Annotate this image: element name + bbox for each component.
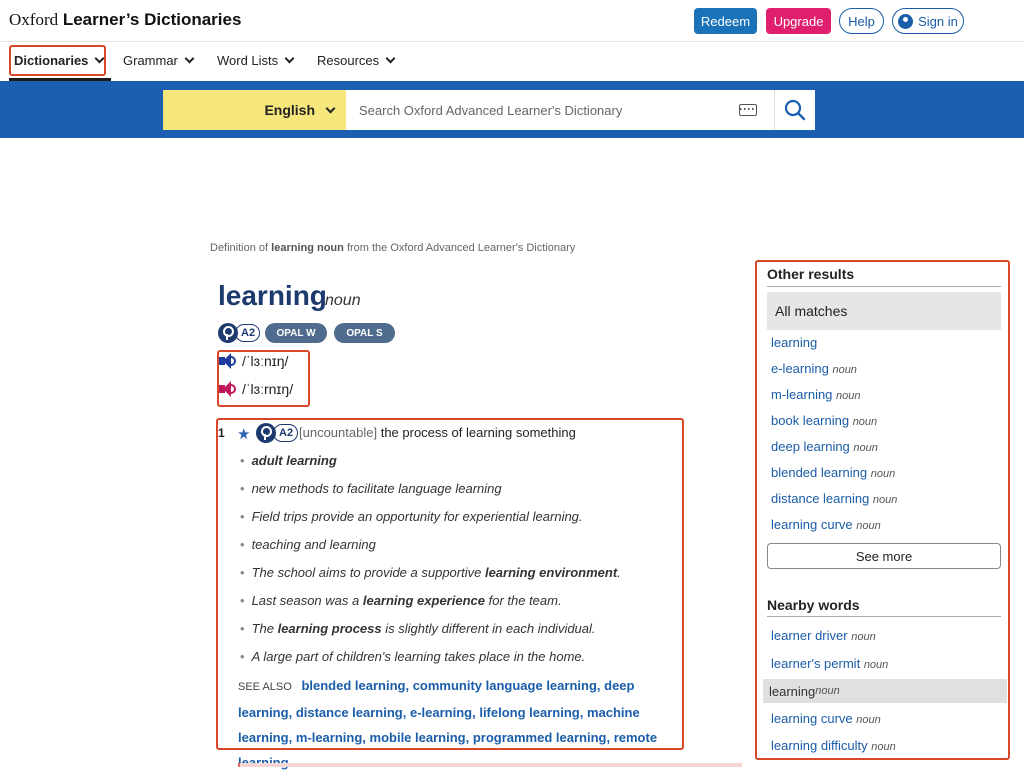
sidebar-entry-word: learning curve [771,710,853,726]
phonetic-us: /ˈlɜːrnɪŋ/ [242,381,294,397]
opal-spoken-badge[interactable]: OPAL S [334,323,395,343]
see-also-link[interactable]: remote [613,730,658,745]
sidebar-entry-link[interactable] [771,628,876,643]
sidebar-entry-pos: noun [871,741,896,753]
sidebar-entry-link[interactable] [771,517,881,532]
search-icon [784,99,806,121]
pronunciation-uk [219,353,288,369]
sidebar-entry-link[interactable] [771,361,857,376]
sidebar-entry-word: distance learning [771,491,870,506]
oxford-3000-badge[interactable] [218,323,260,343]
sidebar-entry-pos: noun [851,631,876,643]
upgrade-button[interactable]: Upgrade [766,8,831,34]
crumb-prefix: Definition of [210,242,272,254]
example-sentence [240,649,585,664]
search-band [0,81,1024,138]
example-sentence [240,537,376,552]
chevron-down-icon [326,103,336,113]
speaker-us-icon[interactable] [219,381,237,397]
sidebar-entry-link[interactable] [771,738,896,753]
headword: learning [218,280,327,311]
other-results-title: Other results [767,266,855,282]
grammar-label: [uncountable] [299,425,378,440]
sidebar-entry-pos: noun [836,390,861,402]
sidebar-entry-word: book learning [771,413,850,428]
bullet: • [240,621,245,636]
sign-in-button[interactable] [892,8,964,34]
language-select[interactable] [163,90,346,130]
bullet: • [240,565,245,580]
nav-grammar[interactable] [123,53,193,68]
chevron-down-icon [95,54,105,64]
divider [767,286,1001,287]
nav-dictionaries[interactable] [9,45,106,76]
bullet: • [240,481,245,496]
example-part: for the team. [484,593,562,608]
see-also-link[interactable]: mobile learning [369,730,466,745]
sidebar-entry-link[interactable] [771,656,888,671]
sense-number: 1 [218,426,225,440]
site-logo[interactable] [9,10,241,30]
top-bar [0,0,1024,42]
language-select-label: English [264,102,315,118]
sidebar-entry-word: learning [771,335,818,350]
nav-resources-label: Resources [317,53,380,68]
sidebar-entry-pos: noun [815,685,840,697]
star-icon: ★ [237,426,251,443]
sidebar-entry-word: learning difficulty [771,738,868,753]
divider [767,616,1001,617]
sidebar-entry-pos: noun [832,364,857,376]
see-also-link[interactable]: programmed learning [472,730,607,745]
example-collocation: adult learning [251,453,337,468]
cefr-level: A2 [235,324,260,342]
sidebar-entry-link[interactable] [771,465,895,480]
see-also-link[interactable]: distance learning [295,705,403,720]
sidebar-entry-link[interactable] [771,491,897,506]
keyboard-icon[interactable] [739,104,757,116]
nearby-words-title: Nearby words [767,597,860,613]
sidebar-entry-word: deep learning [771,439,850,454]
example-sentence [240,621,596,636]
key-icon [218,323,238,343]
definition [299,425,576,440]
example-text [252,621,596,636]
nav-grammar-label: Grammar [123,53,178,68]
bullet: • [240,649,245,664]
sidebar-entry-link[interactable] [771,387,861,402]
example-part: The [251,621,278,636]
sidebar-entry-pos: noun [863,658,889,671]
help-button[interactable]: Help [839,8,884,34]
sidebar-entry-word: learning curve [771,517,853,532]
sidebar-entry-pos: noun [852,416,878,428]
sidebar-entry-word: blended learning [771,465,868,480]
bottom-strip [238,763,742,767]
example-sentence [240,509,583,524]
sidebar-entry-pos: noun [872,494,898,506]
sidebar-entry-link[interactable] [763,679,1007,703]
example-part: The school aims to provide a supportive [251,565,485,580]
sidebar-entry-pos: noun [856,713,881,726]
example-part: new methods to facilitate language learning [251,481,502,496]
all-matches-tab[interactable]: All matches [767,292,1001,330]
sign-in-label: Sign in [918,13,958,29]
see-also-link[interactable]: blended learning [301,678,406,693]
sidebar-entry-word: m-learning [771,387,833,402]
example-sentence [240,593,562,608]
search-input[interactable] [346,90,774,130]
chevron-down-icon [285,54,295,64]
sidebar-entry-word: learner driver [771,628,848,643]
sidebar-entry-link[interactable] [771,413,877,428]
sidebar-entry-link[interactable] [771,439,878,454]
speaker-uk-icon[interactable] [219,353,237,369]
example-text [252,565,621,580]
see-also-link[interactable]: e-learning [409,705,473,720]
sidebar-entry-pos: noun [870,468,896,480]
user-icon [898,14,913,29]
chevron-down-icon [184,54,194,64]
sidebar-entry-link[interactable] [771,711,881,726]
search-button[interactable] [774,90,815,130]
logo-learners-dictionaries: Learner’s Dictionaries [62,10,242,29]
nav-word-lists[interactable] [217,53,293,68]
bullet: • [240,537,245,552]
example-sentence [240,453,337,468]
definition-breadcrumb [210,242,575,254]
example-part: is slightly different in each individual. [381,621,596,636]
example-collocation: learning experience [362,593,485,608]
nav-dictionaries-label: Dictionaries [14,53,89,68]
chevron-down-icon [386,54,396,64]
part-of-speech: noun [325,292,361,309]
sidebar-entry-word: e-learning [771,361,829,376]
sidebar-entry-pos: noun [856,520,881,532]
see-also-link[interactable]: lifelong learning [479,705,580,720]
sense-level-badge[interactable] [256,423,298,443]
see-also-link[interactable]: community language learning [412,678,597,693]
bullet: • [240,453,245,468]
phonetic-uk: /ˈlɜːnɪŋ/ [242,353,289,369]
pronunciation-us [219,381,293,397]
example-text [252,649,586,664]
bullet: • [240,593,245,608]
sidebar-entry-word: learning [769,683,816,699]
example-text [252,481,502,496]
example-part: Last season was a [251,593,363,608]
see-also-link[interactable]: m-learning [295,730,363,745]
see-also-link[interactable]: deep learning [238,678,635,720]
sidebar-entry-link[interactable] [771,335,817,350]
sense-cefr-level: A2 [273,424,298,442]
key-icon [256,423,276,443]
see-also: SEE ALSO blended learning, community language learning, deep learning, distance learning, e-learning, lifelong learning, machine learning, m-learning, mobile learning, programmed learning, remote [238,673,682,775]
crumb-suffix: from the Oxford Advanced Learner's Dictionary [343,242,576,254]
redeem-button[interactable]: Redeem [694,8,757,34]
sidebar-entry-word: learner's permit [771,655,861,671]
bullet: • [240,509,245,524]
logo-oxford: Oxford [9,10,59,29]
example-collocation: learning process [277,621,382,636]
main-nav [0,42,1024,81]
example-part: Field trips provide an opportunity for experiential learning. [251,509,583,524]
example-part: A large part of children's learning takes place in the home. [251,649,586,664]
opal-written-badge[interactable]: OPAL W [265,323,327,343]
crumb-word: learning noun [271,242,344,254]
example-collocation: learning environment [484,565,618,580]
nav-word-lists-label: Word Lists [217,53,279,68]
definition-text: the process of learning something [380,425,576,440]
example-text [252,593,562,608]
example-part: . [617,565,621,580]
example-sentence [240,481,502,496]
example-text [252,537,376,552]
see-also-link[interactable]: machine learning [238,705,640,745]
sidebar-entry-pos: noun [853,442,878,454]
example-part: teaching and learning [251,537,376,552]
example-text [252,453,337,468]
see-more-button[interactable]: See more [767,543,1001,569]
example-sentence [240,565,621,580]
example-text [252,509,583,524]
see-also-label: SEE ALSO [238,681,292,693]
nav-resources[interactable] [317,53,394,68]
